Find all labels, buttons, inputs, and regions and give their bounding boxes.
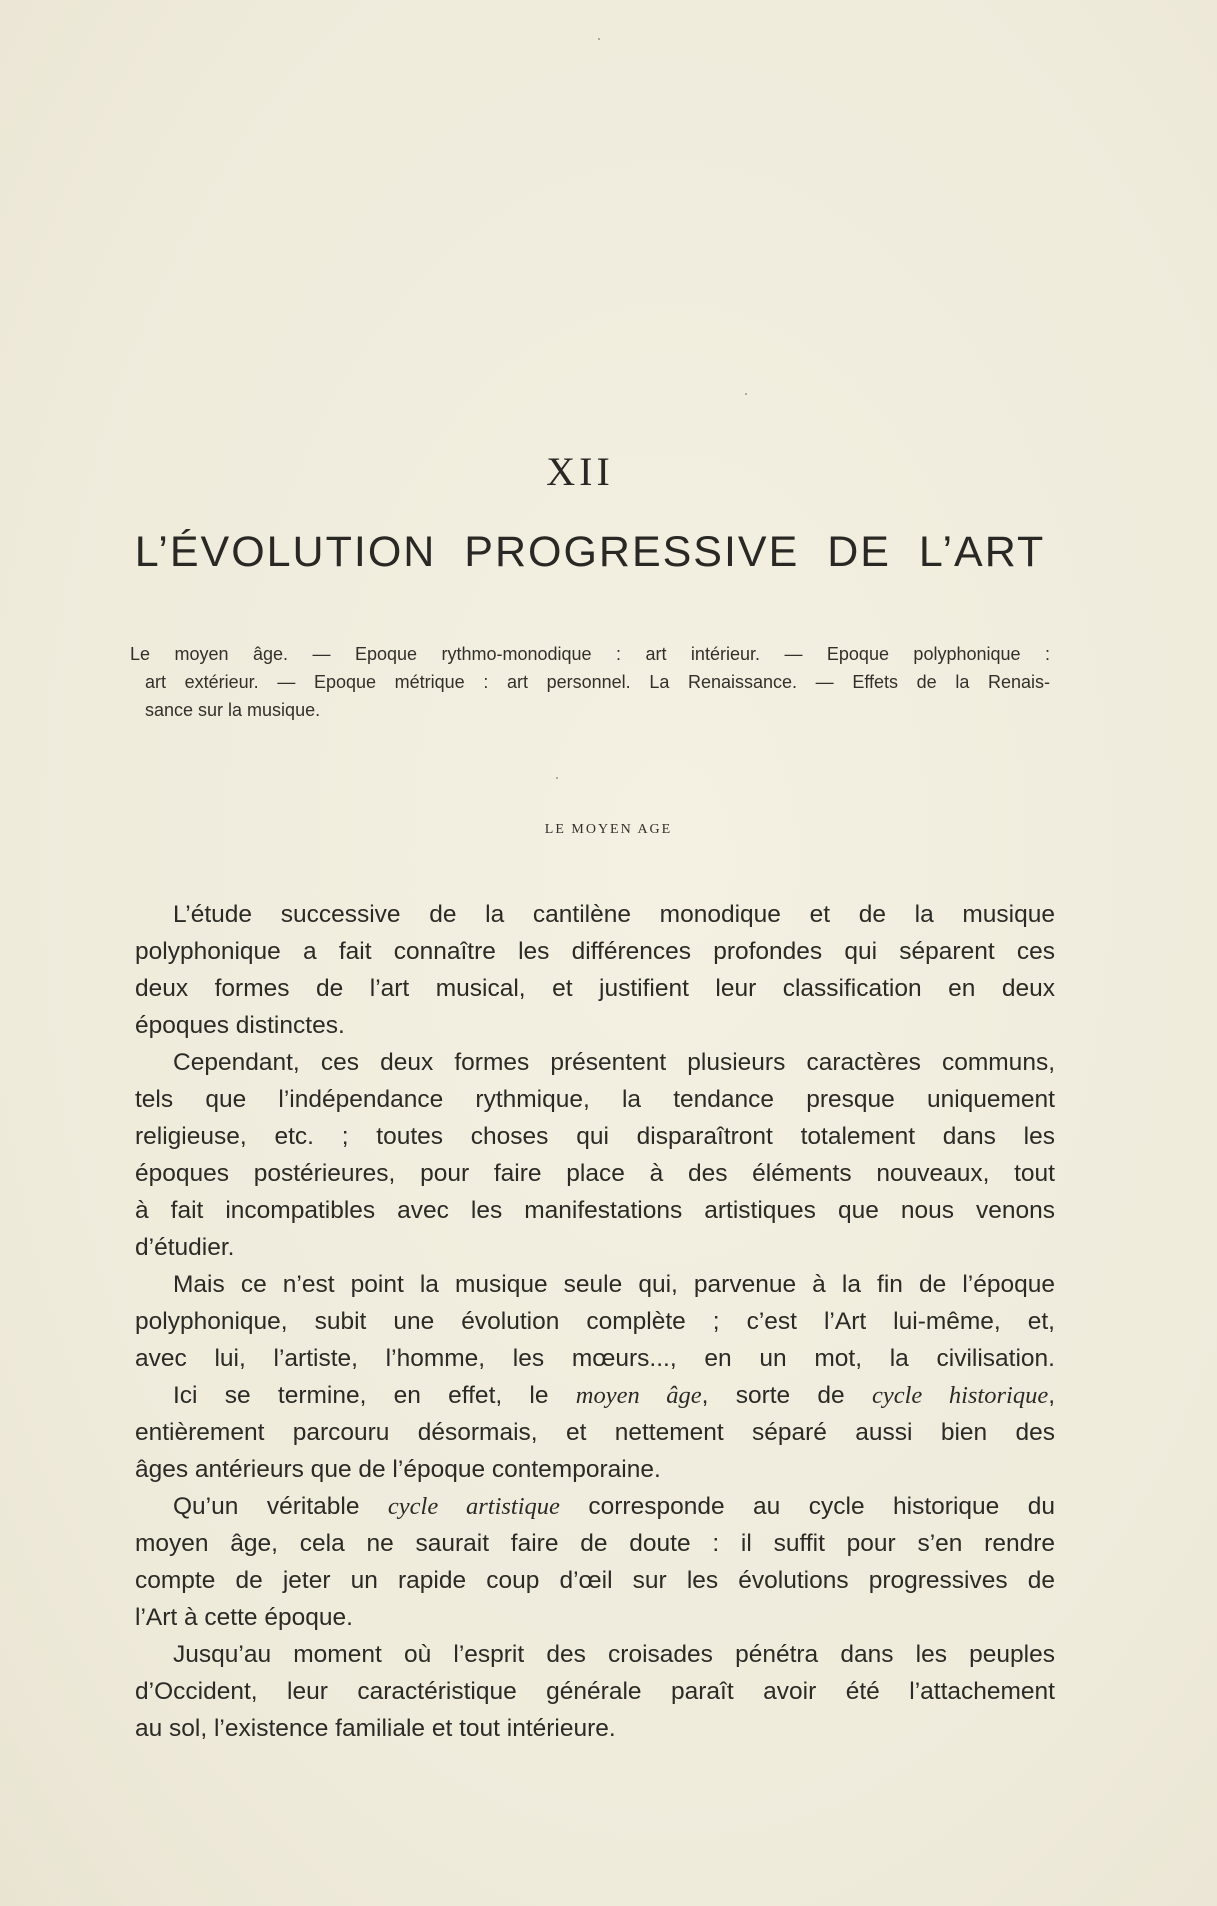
paragraph-line: Mais ce n’est point la musique seule qui, parvenue à la fin de l’époque [173, 1271, 1055, 1298]
summary-line: art extérieur. — Epoque métrique : art personnel. La Renaissance. — Effets de la Renais- [145, 672, 1050, 692]
line-text: Qu’un véritable [173, 1493, 388, 1520]
paragraph-line: L’étude successive de la cantilène monodique et de la musique [173, 901, 1055, 928]
paragraph-line: entièrement parcouru désormais, et nettement séparé aussi bien des [135, 1419, 1055, 1446]
paragraph-line: polyphonique a fait connaître les différences profondes qui séparent ces [135, 938, 1055, 965]
paragraph-line: deux formes de l’art musical, et justifient leur classification en deux [135, 975, 1055, 1002]
italic-term: cycle artistique [387, 1493, 560, 1520]
line-text: , sorte de [701, 1382, 872, 1409]
line-text: corresponde au cycle historique du [559, 1493, 1055, 1520]
paragraph-line: compte de jeter un rapide coup d’œil sur les évolutions progressives de [135, 1567, 1055, 1594]
paragraph-line: polyphonique, subit une évolution complète ; c’est l’Art lui-même, et, [135, 1308, 1055, 1335]
chapter-summary [130, 640, 1050, 724]
paragraph-line: religieuse, etc. ; toutes choses qui disparaîtront totalement dans les [135, 1123, 1055, 1150]
summary-line: Le moyen âge. — Epoque rythmo-monodique : art intérieur. — Epoque polyphonique : [130, 644, 1050, 664]
paragraph-line: tels que l’indépendance rythmique, la tendance presque uniquement [135, 1086, 1055, 1113]
paragraph-line: Cependant, ces deux formes présentent plusieurs caractères communs, [173, 1049, 1055, 1076]
paragraph-line [135, 1488, 1055, 1525]
paragraph-line: époques postérieures, pour faire place à des éléments nouveaux, tout [135, 1160, 1055, 1187]
chapter-number: XII [546, 449, 614, 494]
line-text: , [1048, 1382, 1056, 1409]
paragraph-line: d’étudier. [135, 1234, 235, 1261]
paragraph-line: avec lui, l’artiste, l’homme, les mœurs..., en un mot, la civilisation. [135, 1345, 1055, 1372]
section-heading: LE MOYEN AGE [544, 822, 673, 837]
paragraph-line: à fait incompatibles avec les manifestations artistiques que nous venons [135, 1197, 1055, 1224]
paragraph-line: d’Occident, leur caractéristique générale paraît avoir été l’attachement [135, 1678, 1055, 1705]
paragraph-line: âges antérieurs que de l’époque contemporaine. [135, 1456, 661, 1483]
summary-line: sance sur la musique. [145, 700, 321, 720]
paper-speck [556, 777, 558, 779]
paragraph-line: au sol, l’existence familiale et tout intérieure. [135, 1715, 616, 1742]
paragraph-line: l’Art à cette époque. [135, 1604, 353, 1631]
paragraph-line: Jusqu’au moment où l’esprit des croisades pénétra dans les peuples [173, 1641, 1055, 1668]
paragraph-line: époques distinctes. [135, 1012, 345, 1039]
italic-term: cycle historique [871, 1382, 1049, 1409]
italic-term: moyen âge [575, 1382, 702, 1409]
body-text [135, 896, 1055, 1747]
paper-speck [598, 38, 600, 40]
paper-speck [745, 393, 747, 395]
chapter-title: L’ÉVOLUTION PROGRESSIVE DE L’ART [134, 528, 1046, 576]
paragraph-line: moyen âge, cela ne saurait faire de doute : il suffit pour s’en rendre [135, 1530, 1055, 1557]
line-text: Ici se termine, en effet, le [173, 1382, 576, 1409]
paragraph-line [135, 1377, 1055, 1414]
